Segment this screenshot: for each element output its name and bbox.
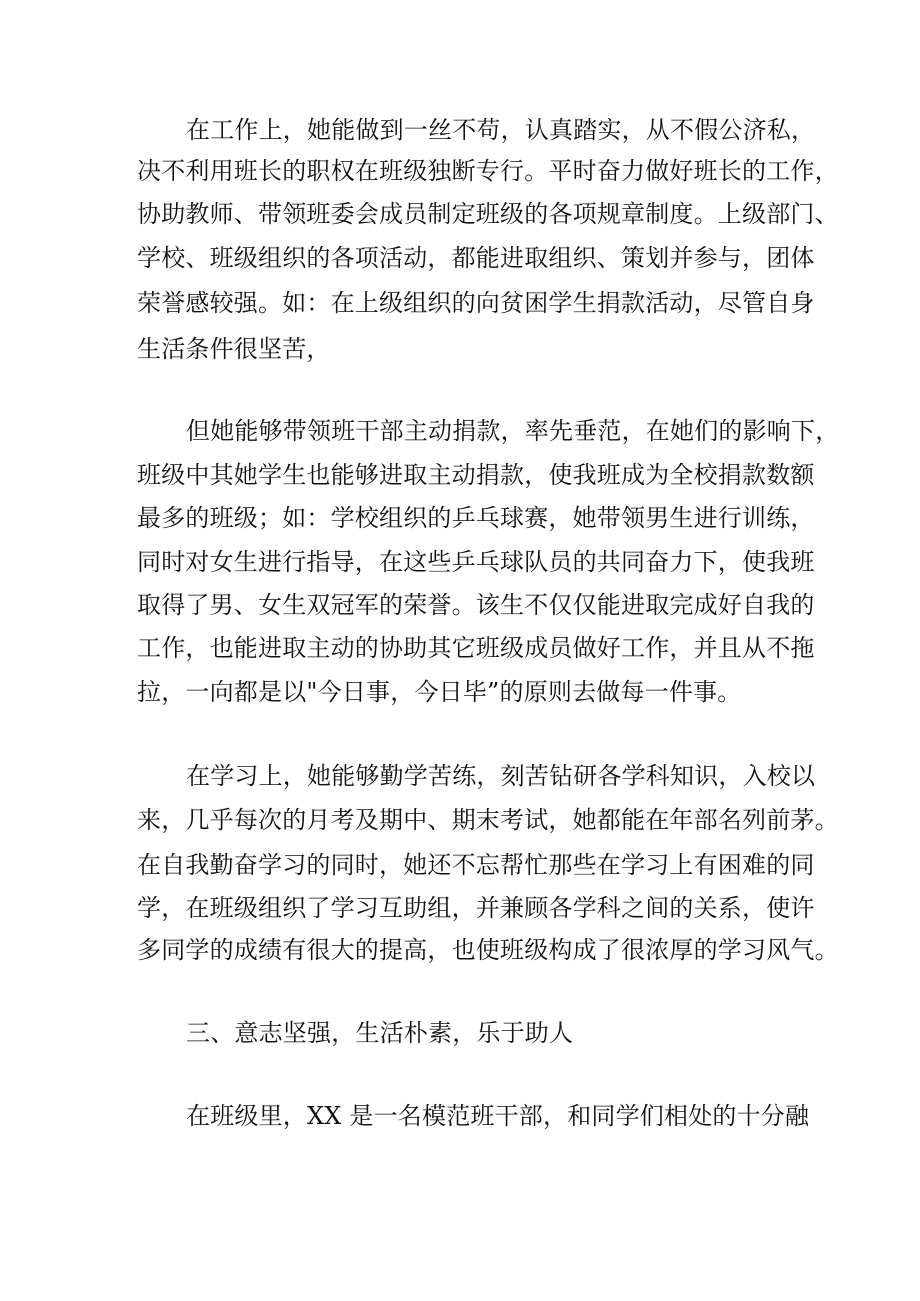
paragraph-2-line-4: 同时对女生进行指导，在这些乒乓球队员的共同奋力下，使我班 <box>137 548 815 576</box>
paragraph-2-line-7: 拉，一向都是以"今日事，今日毕”的原则去做每一件事。 <box>137 678 742 706</box>
paragraph-3-line-2: 来，几乎每次的月考及期中、期末考试，她都能在年部名列前茅。 <box>137 806 839 834</box>
paragraph-3-line-4: 学，在班级组织了学习互助组，并兼顾各学科之间的关系，使许 <box>137 894 815 922</box>
paragraph-3-line-5: 多同学的成绩有很大的提高，也使班级构成了很浓厚的学习风气。 <box>137 936 839 964</box>
paragraph-1-line-6: 生活条件很坚苦， <box>137 335 331 363</box>
paragraph-2-line-1: 但她能够带领班干部主动捐款，率先垂范，在她们的影响下， <box>186 417 840 445</box>
section-heading: 三、意志坚强，生活朴素，乐于助人 <box>186 1019 574 1047</box>
paragraph-1-line-5: 荣誉感较强。如：在上级组织的向贫困学生捐款活动，尽管自身 <box>137 289 815 317</box>
paragraph-3-line-3: 在自我勤奋学习的同时，她还不忘帮忙那些在学习上有困难的同 <box>137 851 815 879</box>
paragraph-2-line-6: 工作，也能进取主动的协助其它班级成员做好工作，并且从不拖 <box>137 634 815 662</box>
paragraph-2-line-3: 最多的班级；如：学校组织的乒乓球赛，她带领男生进行训练， <box>137 504 815 532</box>
paragraph-1-line-2: 决不利用班长的职权在班级独断专行。平时奋力做好班长的工作， <box>137 157 839 185</box>
paragraph-1-line-4: 学校、班级组织的各项活动，都能进取组织、策划并参与，团体 <box>137 244 815 272</box>
paragraph-2-line-2: 班级中其她学生也能够进取主动捐款，使我班成为全校捐款数额 <box>137 461 815 489</box>
paragraph-1-line-3: 协助教师、带领班委会成员制定班级的各项规章制度。上级部门、 <box>137 200 839 228</box>
paragraph-2-line-5: 取得了男、女生双冠军的荣誉。该生不仅仅能进取完成好自我的 <box>137 591 815 619</box>
paragraph-4-line-1: 在班级里，XX 是一名模范班干部，和同学们相处的十分融 <box>186 1102 810 1130</box>
paragraph-1-line-1: 在工作上，她能做到一丝不苟，认真踏实，从不假公济私， <box>186 116 816 144</box>
paragraph-3-line-1: 在学习上，她能够勤学苦练，刻苦钻研各学科知识，入校以 <box>186 762 816 790</box>
